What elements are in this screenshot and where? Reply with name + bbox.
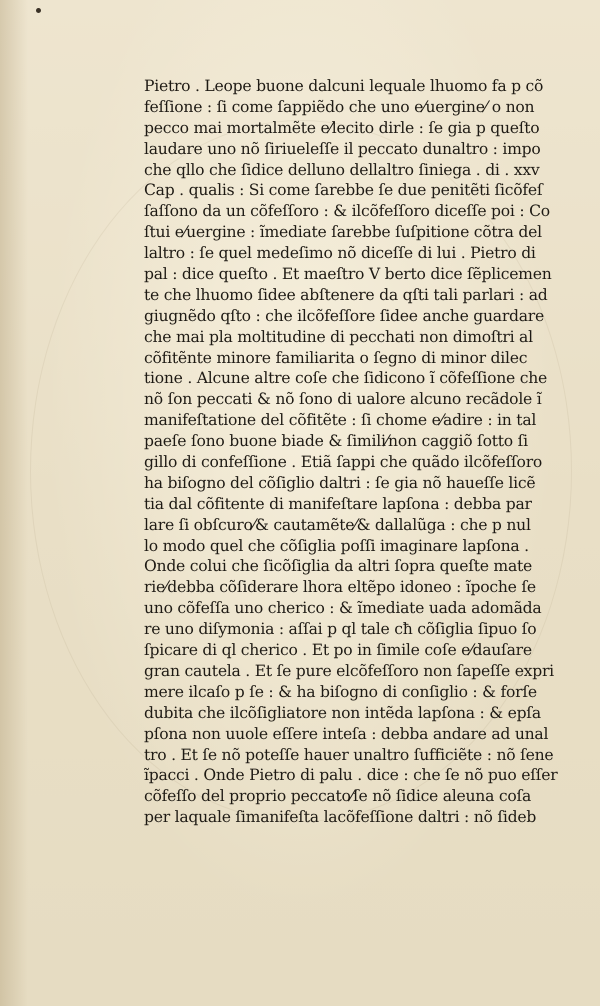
text-line: feſſione : ſi come ſappiẽdo che uno e⁄uergine⁄ o non [144,97,535,116]
text-line: ha biſogno del cõſiglio daltri : ſe gia nõ haueſſe licẽ [144,473,536,492]
text-line: te che lhuomo ſidee abſtenere da qſti tali parlari : ad [144,285,548,304]
text-line: ĩpacci . Onde Pietro di palu . dice : che ſe nõ puo eſſer [144,766,558,785]
text-line: paeſe ſono buone biade & ſimili⁄non caggiõ ſotto ſi [144,432,528,451]
gutter-shadow [0,0,28,1006]
text-line: Cap . qualis : Si come ſarebbe ſe due penitẽti ſicõfeſ [144,181,543,200]
text-line: laudare uno nõ ſiriueleſſe il peccato dunaltro : impo [144,139,541,158]
text-line: manifeſtatione del cõfitẽte : ſi chome e⁄adire : in tal [144,411,537,430]
text-line: ſpicare di ql cherico . Et po in ſimile coſe e⁄dauſare [144,641,532,660]
text-line: tione . Alcune altre coſe che ſidicono ĩ cõfeſſione che [144,369,547,388]
text-line: gran cautela . Et ſe pure elcõfeſſoro non ſapeſſe expri [144,661,554,680]
text-line: per laquale ſimanifeſta lacõfeſſione daltri : nõ ſideb [144,808,537,827]
text-line: mere ilcaſo p ſe : & ha biſogno di conſiglio : & forſe [144,682,537,701]
text-line: cõfitẽnte minore familiarita o ſegno di minor dilec [144,348,528,367]
text-line: ſaſſono da un cõfeſſoro : & ilcõfeſſoro diceſſe poi : Co [144,202,550,221]
text-line: ſtui e⁄uergine : ĩmediate ſarebbe ſuſpitione cõtra del [144,223,542,242]
incunable-text-block [144,76,574,828]
text-line: laltro : ſe quel medeſimo nõ diceſſe di lui . Pietro di [144,244,536,263]
text-line: pecco mai mortalmẽte e⁄lecito dirle : ſe gia p queſto [144,118,540,137]
text-line: che mai pla moltitudine di pecchati non dimoſtri al [144,327,533,346]
text-line: Onde colui che ſicõſiglia da altri ſopra queſte mate [144,557,532,576]
text-line: Pietro . Leope buone dalcuni lequale lhuomo fa p cõ [144,77,544,95]
text-line: cõfeſſo del proprio peccato⁄ſe nõ ſidice aleuna coſa [144,787,532,806]
text-line: gillo di confeſſione . Etiã ſappi che quãdo ilcõfeſſoro [144,453,543,472]
text-line: tia dal cõfitente di manifeſtare lapſona : debba par [144,494,532,513]
text-line: lo modo quel che cõſiglia poſſi imaginare lapſona . [144,536,529,555]
text-line: dubita che ilcõſigliatore non intẽda lapſona : & epſa [144,703,541,722]
text-line: pal : dice queſto . Et maeſtro V berto dice ſẽplicemen [144,265,552,284]
text-line: tro . Et ſe nõ poteſſe hauer unaltro ſufficiẽte : nõ ſene [144,745,554,764]
text-line: giugnẽdo qſto : che ilcõfeſſore ſidee anche guardare [144,306,544,325]
text-line: pſona non uuole eſſere inteſa : debba andare ad unal [144,724,549,743]
text-line: rie⁄debba cõſiderare lhora eltẽpo idoneo : ĩpoche ſe [144,578,536,597]
text-line: che qllo che ſidice delluno dellaltro ſiniega . di . xxv [144,160,540,179]
text-line: nõ ſon peccati & nõ ſono di ualore alcuno recãdole ĩ [144,390,542,409]
ink-spot [36,8,41,13]
text-line: uno cõfeſſa uno cherico : & ĩmediate uada adomãda [144,599,542,618]
text-line: re uno diſymonia : aſſai p ql tale cħ cõſiglia ſipuo ſo [144,620,537,639]
text-line: lare ſi obſcuro⁄& cautamẽte⁄& dallalũga : che p nul [144,515,531,534]
